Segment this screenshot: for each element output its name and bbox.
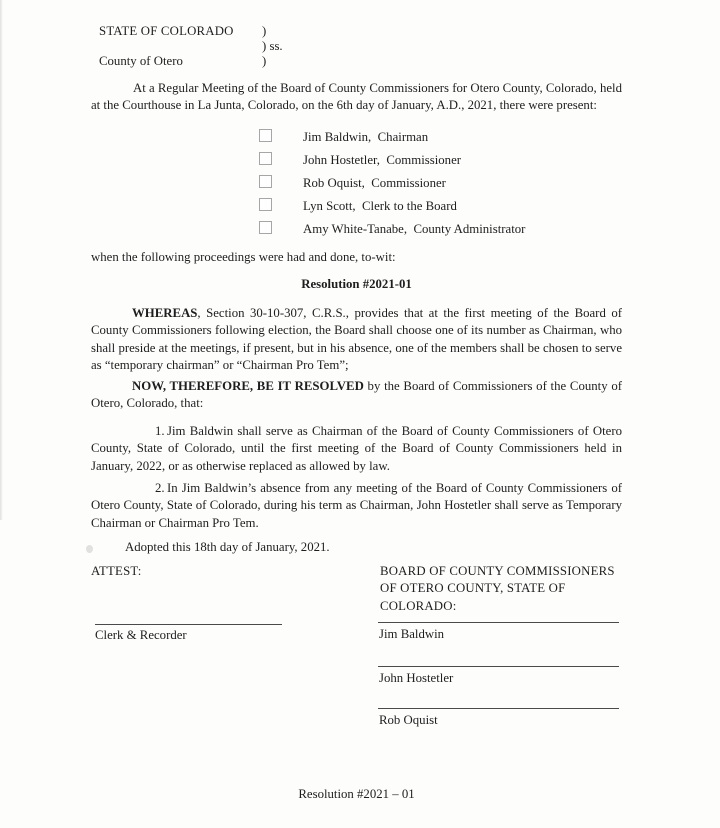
attest-label: ATTEST: (91, 564, 142, 578)
checkbox-icon (259, 152, 272, 165)
footer-resolution-number: Resolution #2021 – 01 (298, 787, 415, 801)
resolved-paragraph (91, 378, 622, 413)
item-text: Jim Baldwin shall serve as Chairman of the Board of County Commissioners of Otero County, State of Colorado, until the first meeting of the Board of County Commissioners held in January, 2022, or as otherwise replaced as allowed by law. (91, 424, 622, 473)
caption-state: STATE OF COLORADO (99, 24, 234, 38)
scan-edge-artifact (0, 0, 3, 520)
signature-line-hostetler (378, 666, 619, 667)
signature-label-clerk: Clerk & Recorder (95, 628, 187, 642)
caption-county: County of Otero (99, 54, 183, 68)
attendee-label: John Hostetler, Commissioner (303, 153, 462, 167)
checkbox-icon (259, 175, 272, 188)
signature-line-baldwin (378, 622, 619, 623)
proceedings-line: when the following proceedings were had and done, to-wit: (91, 250, 396, 264)
caption-paren-top: ) (262, 24, 267, 38)
item-text: In Jim Baldwin’s absence from any meeting of the Board of County Commissioners of Otero County, State of Colorado, during his term as Chairman, John Hostetler shall serve as Temporary Chairman or Chairman Pro Tem. (91, 481, 622, 530)
checkbox-icon (259, 198, 272, 211)
opening-paragraph: At a Regular Meeting of the Board of County Commissioners for Otero County, Colorado, held at the Courthouse in La Junta, Colorado, on the 6th day of January, A.D., 2021, there were present: (91, 81, 622, 113)
adopted-line: Adopted this 18th day of January, 2021. (125, 540, 330, 554)
attendee-row (259, 221, 525, 238)
resolution-title: Resolution #2021-01 (301, 277, 412, 291)
attendee-label: Rob Oquist, Commissioner (303, 176, 446, 190)
signature-label-hostetler: John Hostetler (379, 671, 454, 685)
whereas-lead: WHEREAS (132, 306, 198, 320)
attendee-label: Lyn Scott, Clerk to the Board (303, 199, 457, 213)
attendee-label: Jim Baldwin, Chairman (303, 130, 429, 144)
resolved-lead: NOW, THEREFORE, BE IT RESOLVED (132, 379, 364, 393)
caption-ss: ) ss. (262, 39, 283, 53)
signature-line-clerk (95, 624, 282, 625)
whereas-rest: , Section 30-10-307, C.R.S., provides that at the first meeting of the Board of County Commissioners following election, the Board shall choose one of its number as Chairman, who shall preside at the meetings, if present, but in his absence, one of the members shall be chosen to serve as “temporary chairman” or “Chairman Pro Tem”; (91, 306, 622, 373)
item-number: 2. (155, 481, 165, 495)
signature-line-oquist (378, 708, 619, 709)
caption-paren-bottom: ) (262, 54, 267, 68)
board-heading: BOARD OF COUNTY COMMISSIONERS OF OTERO COUNTY, STATE OF COLORADO: (380, 564, 615, 613)
item-number: 1. (155, 424, 165, 438)
signature-label-baldwin: Jim Baldwin (379, 627, 445, 641)
checkbox-icon (259, 221, 272, 234)
attendee-row (259, 175, 446, 192)
attendee-row (259, 152, 461, 169)
whereas-paragraph (91, 305, 622, 375)
resolution-item-1 (91, 423, 622, 475)
attendee-label: Amy White-Tanabe, County Administrator (303, 222, 526, 236)
resolved-rest: by the Board of Commissioners of the County of Otero, Colorado, that: (91, 379, 622, 411)
resolution-item-2 (91, 480, 622, 532)
attendee-row (259, 129, 428, 146)
attendee-row (259, 198, 457, 215)
checkbox-icon (259, 129, 272, 142)
signature-label-oquist: Rob Oquist (379, 713, 438, 727)
